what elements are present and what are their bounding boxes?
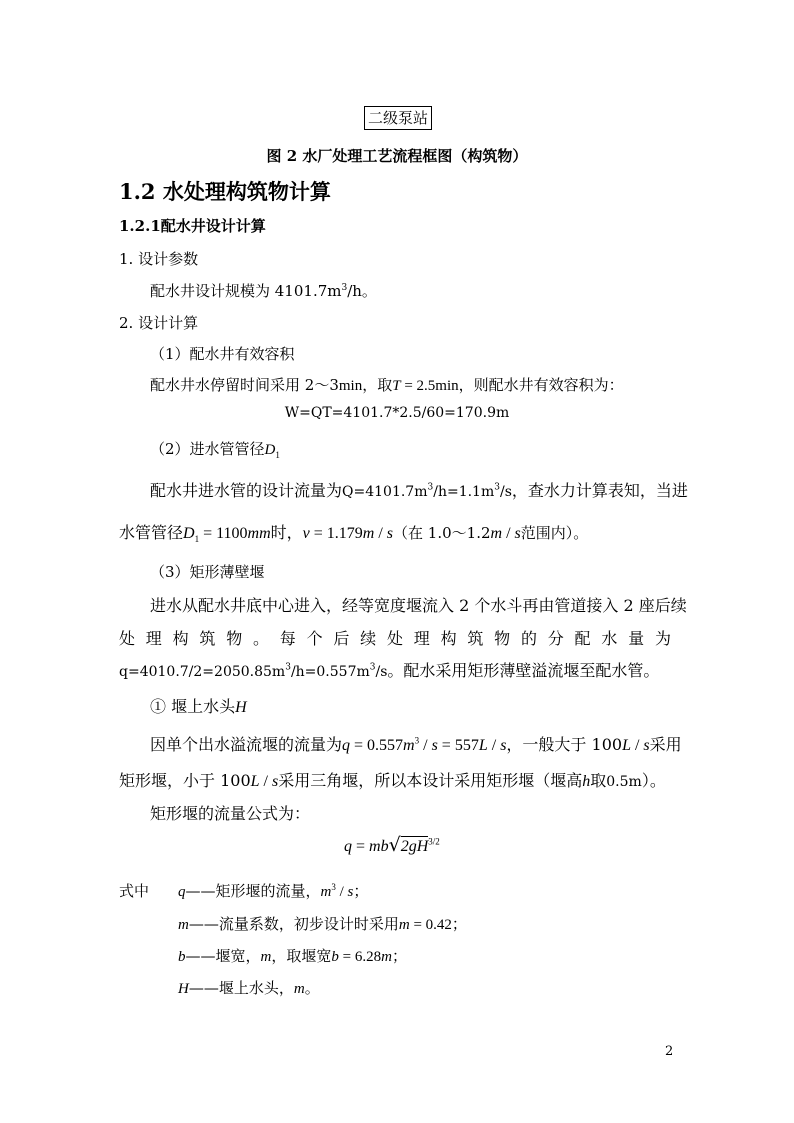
justified-char: 续 (360, 629, 377, 648)
weir-line1: 因单个出水溢流堰的流量为$q = 0.557m^3 / s = 557L / s$，一般大于 100L / s采用 (150, 735, 682, 754)
item3-line2 (119, 626, 671, 649)
justified-char: 量 (628, 629, 645, 648)
justified-char: 的 (520, 629, 537, 648)
justified-char: 理 (413, 629, 430, 648)
justified-char: 配 (574, 629, 591, 648)
justified-char: 个 (306, 629, 323, 648)
item2-line2: 水管管径$D_1 = 1100mm$时，v = 1.179m / s（在 1.0～1.2m / s范围内）。 (119, 523, 589, 545)
item3-line1: 进水从配水井底中心进入，经等宽度堰流入 2 个水斗再由管道接入 2 座后续 (150, 596, 687, 615)
justified-char: 筑 (467, 629, 484, 648)
params-label: 1. 设计参数 (119, 250, 199, 268)
item3-title: （3）矩形薄壁堰 (150, 563, 265, 581)
weir-line2: 矩形堰，小于 100L / s采用三角堰，所以本设计采用矩形堰（堰高h取0.5m）。 (119, 771, 666, 790)
flowchart-box-secondary-pump-station: 二级泵站 (364, 106, 432, 130)
justified-char: 为 (654, 629, 671, 648)
calc-label: 2. 设计计算 (119, 314, 199, 332)
justified-char: 筑 (199, 629, 216, 648)
subsection-heading: 1.2.1配水井设计计算 (119, 217, 266, 235)
item2-line1: 配水井进水管的设计流量为$Q=4101.7m^3/h=1.1m^3/s$，查水力计算表知，当进 (150, 481, 688, 500)
justified-char: 理 (145, 629, 162, 648)
where-m: m——流量系数，初步设计时采用m = 0.42； (178, 915, 467, 933)
justified-char: 处 (386, 629, 403, 648)
justified-char: 后 (333, 629, 350, 648)
weir-formula: $q = mb√2gH^{3/2}$ (344, 834, 440, 856)
volume-formula: W=QT=4101.7*2.5/60=170.9m (284, 405, 510, 421)
justified-char: 构 (440, 629, 457, 648)
justified-char: 水 (601, 629, 618, 648)
sqrt-icon: √ (388, 834, 401, 856)
justified-char: 分 (547, 629, 564, 648)
justified-char: 。 (252, 629, 269, 648)
where-label: 式中 (119, 882, 150, 900)
justified-char: 物 (226, 629, 243, 648)
justified-char: 物 (494, 629, 511, 648)
figure-caption: 图 2 水厂处理工艺流程框图（构筑物） (266, 147, 528, 165)
formula-intro: 矩形堰的流量公式为： (150, 804, 311, 823)
where-q: q——矩形堰的流量，$m^3$ / s； (178, 882, 369, 900)
item1-line: 配水井水停留时间采用 2～3min，取T = 2.5min，则配水井有效容积为： (150, 376, 624, 394)
justified-char: 构 (172, 629, 189, 648)
item3-line3: $q=4010.7/2=2050.85m^3/h=0.557m^3/s$。配水采用矩形薄壁溢流堰至配水管。 (119, 661, 660, 680)
section-heading: 1.2 水处理构筑物计算 (119, 179, 331, 204)
page-number: 2 (665, 1044, 674, 1059)
item2-title: （2）进水管管径$D_1$ (150, 440, 280, 460)
justified-char: 每 (279, 629, 296, 648)
justified-char: 处 (119, 629, 136, 648)
where-b: b——堰宽，m，取堰宽b = 6.28m； (178, 947, 407, 965)
item1-title: （1）配水井有效容积 (150, 345, 295, 363)
where-h: H——堰上水头，m。 (178, 979, 320, 997)
weir-title: ① 堰上水头H (150, 697, 247, 716)
params-text: 配水井设计规模为 $4101.7m^3/h$。 (150, 282, 377, 300)
